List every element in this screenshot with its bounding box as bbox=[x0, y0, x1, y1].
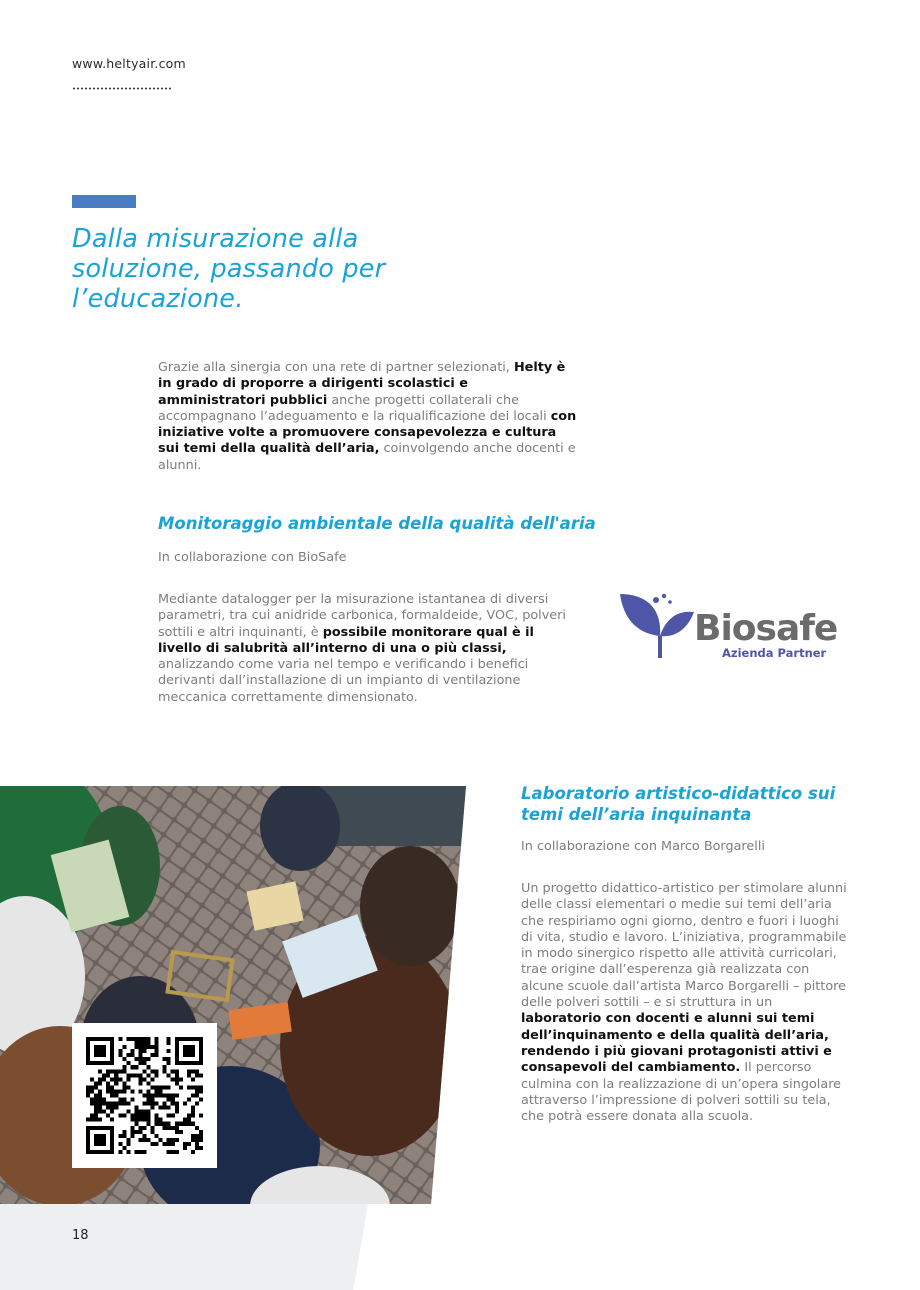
lab-paragraph bbox=[521, 881, 851, 1125]
section-subtitle-lab: In collaborazione con Marco Borgarelli bbox=[521, 839, 765, 854]
paragraph-bold: laboratorio con docenti e alunni sui temi dell’inquinamento e della qualità dell’aria, rendendo i più giovani protagonisti attivi e consapevoli del cambiamento. bbox=[521, 1011, 832, 1076]
intro-paragraph bbox=[158, 360, 578, 474]
qr-code-image bbox=[86, 1037, 203, 1154]
logo-tagline: Azienda Partner bbox=[722, 646, 827, 660]
biosafe-logo bbox=[616, 588, 846, 664]
section-subtitle-monitoring: In collaborazione con BioSafe bbox=[158, 550, 347, 565]
intro-bold: con iniziative volte a promuovere consapevolezza e cultura sui temi della qualità dell’aria, bbox=[158, 408, 577, 457]
leaf-icon bbox=[620, 594, 694, 658]
intro-text: Grazie alla sinergia con una rete di partner selezionati, bbox=[158, 360, 514, 375]
students-photo bbox=[0, 786, 466, 1204]
intro-text: coinvolgendo anche docenti e alunni. bbox=[158, 441, 576, 473]
monitoring-paragraph bbox=[158, 592, 578, 706]
title-line: l’educazione. bbox=[72, 284, 244, 314]
dotted-divider bbox=[72, 87, 172, 90]
intro-text: anche progetti collaterali che accompagnano l’adeguamento e la riqualificazione dei locali bbox=[158, 392, 551, 424]
title-line: temi dell’aria inquinanta bbox=[521, 805, 752, 824]
paragraph-text: Mediante datalogger per la misurazione istantanea di diversi parametri, tra cui anidride carbonica, formaldeide, VOC, polveri sottili e altri inquinanti, è bbox=[158, 592, 566, 640]
paragraph-text: Il percorso culmina con la realizzazione di un’opera singolare attraverso l’impressione di polveri sottili su tela, che potrà essere donata alla scuola. bbox=[521, 1060, 842, 1125]
title-line: Laboratorio artistico-didattico sui bbox=[521, 784, 836, 803]
bottom-band bbox=[0, 1204, 368, 1290]
paragraph-bold: possibile monitorare qual è il livello di salubrità all’interno di una o più classi, bbox=[158, 624, 534, 656]
paragraph-text: Un progetto didattico-artistico per stimolare alunni delle classi elementari o medie sui temi dell’aria che respiriamo ogni giorno, dentro e fuori i luoghi di vita, studio e lavoro. L’iniziativa, programmabile in modo sinergico rispetto alle attività curricolari, trae origine dall’esperenza già realizzata con alcune scuole dall’artista Marco Borgarelli – pittore delle polveri sottili – e si struttura in un bbox=[521, 881, 847, 1011]
intro-bold: Helty è in grado di proporre a dirigenti scolastici e amministratori pubblici bbox=[158, 360, 566, 408]
page-title bbox=[72, 224, 452, 314]
title-line: soluzione, passando per bbox=[72, 254, 386, 284]
qr-code[interactable] bbox=[72, 1023, 217, 1168]
section-title-lab bbox=[521, 783, 841, 825]
accent-bar bbox=[72, 195, 136, 208]
section-title-monitoring: Monitoraggio ambientale della qualità dell'aria bbox=[158, 514, 596, 533]
page-number: 18 bbox=[72, 1228, 89, 1243]
paragraph-text: analizzando come varia nel tempo e verificando i benefici derivanti dall’installazione di un impianto di ventilazione meccanica correttamente dimensionato. bbox=[158, 657, 529, 705]
title-line: Dalla misurazione alla bbox=[72, 224, 359, 254]
logo-wordmark: Biosafe bbox=[694, 608, 838, 649]
site-url[interactable]: www.heltyair.com bbox=[72, 56, 186, 71]
